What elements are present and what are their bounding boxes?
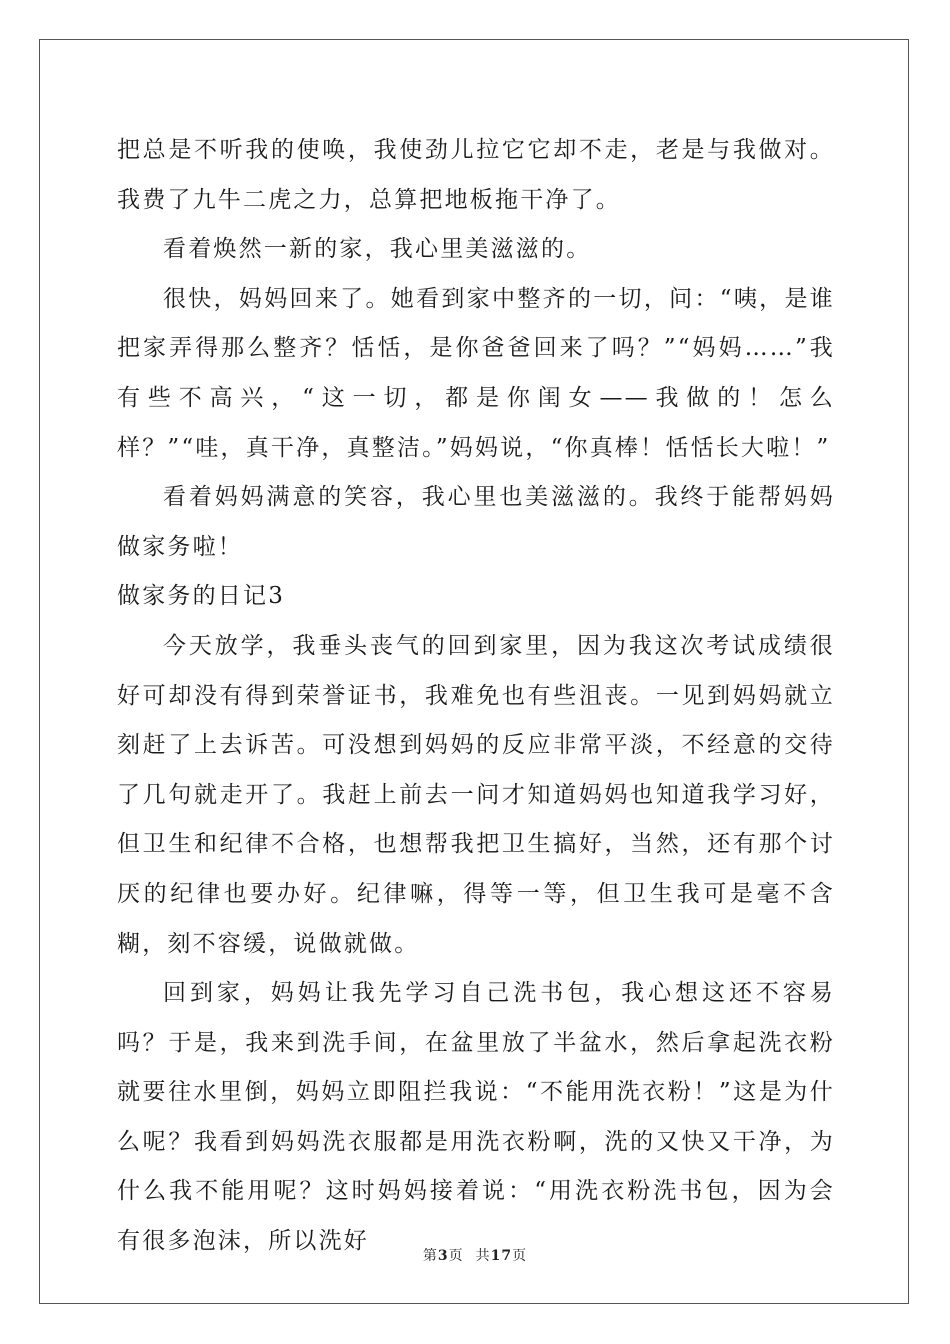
paragraph-6: 回到家，妈妈让我先学习自己洗书包，我心想这还不容易吗？于是，我来到洗手间，在盆里放了半盆水，然后拿起洗衣粉就要往水里倒，妈妈立即阻拦我说：“不能用洗衣粉！”这是为什么呢？我看到妈妈洗衣服都是用洗衣粉啊，洗的又快又干净，为什么我不能用呢？这时妈妈接着说：“用洗衣粉洗书包，因为会有很多泡沫，所以洗好 (117, 980, 835, 1255)
total-suffix: 页 (512, 1248, 528, 1264)
section-heading: 做家务的日记3 (117, 583, 286, 610)
total-pages: 17 (490, 1248, 513, 1264)
document-body (117, 126, 835, 1267)
paragraph-2: 看着焕然一新的家，我心里美滋滋的。 (163, 236, 592, 263)
paragraph-4: 看着妈妈满意的笑容，我心里也美滋滋的。我终于能帮妈妈做家务啦！ (117, 484, 835, 560)
paragraph-1: 把总是不听我的使唤，我使劲儿拉它它却不走，老是与我做对。我费了九牛二虎之力，总算把地板拖干净了。 (117, 137, 835, 213)
page-prefix: 第 (422, 1248, 438, 1264)
page-suffix: 页 (448, 1248, 464, 1264)
total-prefix: 共 (475, 1248, 491, 1264)
page-number: 3 (437, 1248, 449, 1264)
paragraph-5: 今天放学，我垂头丧气的回到家里，因为我这次考试成绩很好可却没有得到荣誉证书，我难免也有些沮丧。一见到妈妈就立刻赶了上去诉苦。可没想到妈妈的反应非常平淡，不经意的交待了几句就走开了。我赶上前去一问才知道妈妈也知道我学习好，但卫生和纪律不合格，也想帮我把卫生搞好，当然，还有那个讨厌的纪律也要办好。纪律嘛，得等一等，但卫生我可是毫不含糊，刻不容缓，说做就做。 (117, 632, 835, 957)
paragraph-3: 很快，妈妈回来了。她看到家中整齐的一切，问：“咦，是谁把家弄得那么整齐？恬恬，是你爸爸回来了吗？”“妈妈……”我有些不高兴，“这一切，都是你闺女——我做的！怎么样？”“哇，真干净，真整洁。”妈妈说，“你真棒！恬恬长大啦！” (117, 285, 835, 461)
page-footer (0, 1245, 950, 1265)
